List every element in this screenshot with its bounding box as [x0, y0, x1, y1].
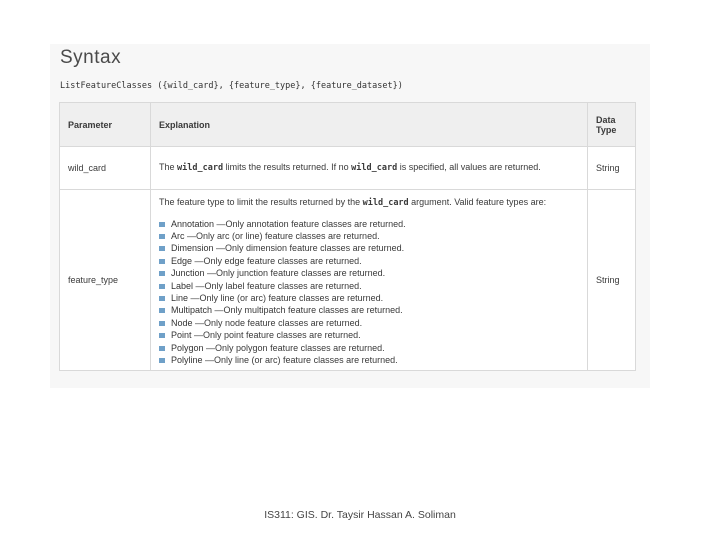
feature-type-description: —Only line (or arc) feature classes are returned.: [202, 354, 398, 365]
section-title: Syntax: [60, 47, 122, 68]
square-bullet-icon: [159, 358, 165, 363]
code-token: wild_card: [351, 163, 398, 174]
param-explanation: [151, 190, 588, 371]
header-parameter: Parameter: [60, 103, 151, 147]
square-bullet-icon: [159, 333, 165, 338]
feature-type-name: Arc: [171, 230, 185, 241]
square-bullet-icon: [159, 271, 165, 276]
param-explanation: [151, 147, 588, 190]
square-bullet-icon: [159, 234, 165, 239]
feature-type-description: —Only dimension feature classes are returned.: [213, 243, 405, 254]
square-bullet-icon: [159, 321, 165, 326]
list-item: [159, 304, 579, 316]
square-bullet-icon: [159, 246, 165, 251]
feature-type-description: —Only annotation feature classes are returned.: [214, 218, 406, 229]
slide-footer: IS311: GIS. Dr. Taysir Hassan A. Soliman: [264, 509, 456, 521]
explanation-text: The feature type to limit the results returned by the: [159, 197, 363, 207]
feature-type-name: Polygon: [171, 342, 204, 353]
feature-type-name: Label: [171, 280, 194, 291]
feature-type-description: —Only point feature classes are returned.: [191, 330, 361, 341]
table-header-row: [60, 103, 636, 147]
feature-type-name: Multipatch: [171, 305, 213, 316]
documentation-panel: [50, 44, 650, 388]
feature-type-description: —Only line (or arc) feature classes are returned.: [188, 292, 384, 303]
feature-type-name: Edge: [171, 255, 193, 266]
list-item: [159, 317, 579, 329]
syntax-signature: ListFeatureClasses ({wild_card}, {feature_type}, {feature_dataset}): [60, 81, 403, 91]
feature-type-name: Polyline: [171, 354, 203, 365]
square-bullet-icon: [159, 259, 165, 264]
feature-type-name: Junction: [171, 268, 205, 279]
header-data-type: Data Type: [588, 103, 636, 147]
table-row: [60, 190, 636, 371]
square-bullet-icon: [159, 346, 165, 351]
explanation-text: argument. Valid feature types are:: [408, 197, 547, 207]
square-bullet-icon: [159, 296, 165, 301]
code-token: wild_card: [362, 198, 409, 208]
list-item: [159, 280, 579, 292]
list-item: [159, 218, 579, 230]
param-data-type: String: [588, 190, 636, 371]
parameter-table: [59, 102, 636, 371]
feature-type-description: —Only edge feature classes are returned.: [192, 255, 362, 266]
param-data-type: String: [588, 147, 636, 190]
list-item: [159, 255, 579, 267]
feature-type-name: Line: [171, 292, 189, 303]
list-item: [159, 342, 579, 354]
feature-type-name: Point: [171, 330, 192, 341]
header-explanation: Explanation: [151, 103, 588, 147]
feature-type-description: —Only node feature classes are returned.: [192, 317, 363, 328]
feature-type-description: —Only label feature classes are returned.: [193, 280, 362, 291]
param-name: wild_card: [60, 147, 151, 190]
list-item: [159, 292, 579, 304]
list-item: [159, 242, 579, 254]
feature-type-description: —Only polygon feature classes are returned.: [203, 342, 385, 353]
feature-type-list: [159, 218, 579, 367]
feature-type-name: Dimension: [171, 243, 214, 254]
list-item: [159, 230, 579, 242]
explanation-text: limits the results returned. If no: [223, 162, 352, 173]
feature-type-description: —Only arc (or line) feature classes are returned.: [184, 230, 380, 241]
table-row: [60, 147, 636, 190]
list-item: [159, 329, 579, 341]
feature-type-description: —Only multipatch feature classes are returned.: [212, 305, 403, 316]
list-item: [159, 267, 579, 279]
param-name: feature_type: [60, 190, 151, 371]
explanation-text: is specified, all values are returned.: [397, 162, 541, 173]
list-item: [159, 354, 579, 366]
feature-type-description: —Only junction feature classes are returned.: [204, 268, 386, 279]
square-bullet-icon: [159, 308, 165, 313]
square-bullet-icon: [159, 222, 165, 227]
explanation-text: The: [159, 162, 178, 173]
feature-type-name: Node: [171, 317, 193, 328]
feature-type-name: Annotation: [171, 218, 215, 229]
square-bullet-icon: [159, 284, 165, 289]
code-token: wild_card: [177, 163, 224, 174]
